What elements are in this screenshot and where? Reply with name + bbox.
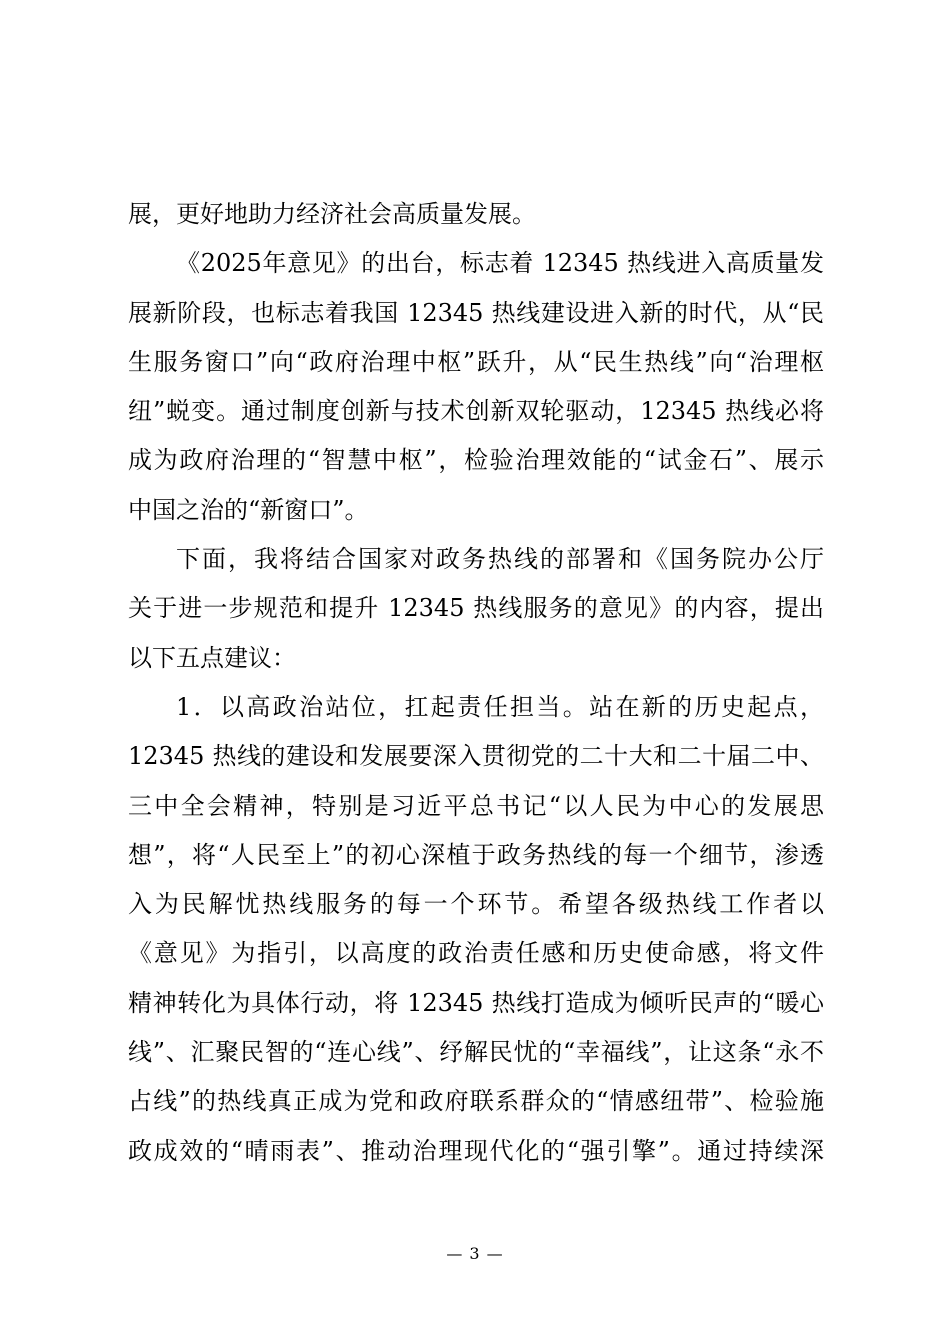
text-line: 展新阶段，也标志着我国 12345 热线建设进入新的时代，从“民 (128, 298, 824, 327)
text-line: 展，更好地助力经济社会高质量发展。 (128, 200, 536, 228)
page-number: — 3 — (446, 1244, 504, 1263)
text-line: 入为民解忧热线服务的每一个环节。希望各级热线工作者以 (128, 890, 824, 919)
text-line: 关于进一步规范和提升 12345 热线服务的意见》的内容，提出 (128, 594, 824, 623)
text-line: 12345 热线的建设和发展要深入贯彻党的二十大和二十届二中、 (128, 742, 824, 771)
text-line: 《意见》为指引，以高度的政治责任感和历史使命感，将文件 (128, 939, 824, 968)
text-line: 精神转化为具体行动，将 12345 热线打造成为倾听民声的“暖心 (128, 988, 824, 1017)
text-line: 下面，我将结合国家对政务热线的部署和《国务院办公厅 (176, 545, 824, 574)
text-line: 想”，将“人民至上”的初心深植于政务热线的每一个细节，渗透 (128, 840, 824, 869)
text-line: 纽”蜕变。通过制度创新与技术创新双轮驱动，12345 热线必将 (128, 397, 824, 426)
body-text (128, 190, 824, 1176)
text-line: 以下五点建议： (128, 643, 296, 672)
text-line: 线”、汇聚民智的“连心线”、纾解民忧的“幸福线”，让这条“永不 (128, 1038, 824, 1067)
text-line: 成为政府治理的“智慧中枢”，检验治理效能的“试金石”、展示 (128, 446, 824, 475)
text-line: 《2025年意见》的出台，标志着 12345 热线进入高质量发 (176, 249, 824, 278)
text-line: 生服务窗口”向“政府治理中枢”跃升，从“民生热线”向“治理枢 (128, 347, 824, 376)
text-line: 三中全会精神，特别是习近平总书记“以人民为中心的发展思 (128, 791, 824, 820)
text-line: 1．以高政治站位，扛起责任担当。站在新的历史起点， (176, 692, 824, 721)
text-line: 中国之治的“新窗口”。 (128, 495, 369, 524)
text-line: 占线”的热线真正成为党和政府联系群众的“情感纽带”、检验施 (128, 1087, 824, 1116)
text-line: 政成效的“晴雨表”、推动治理现代化的“强引擎”。通过持续深 (128, 1136, 824, 1165)
